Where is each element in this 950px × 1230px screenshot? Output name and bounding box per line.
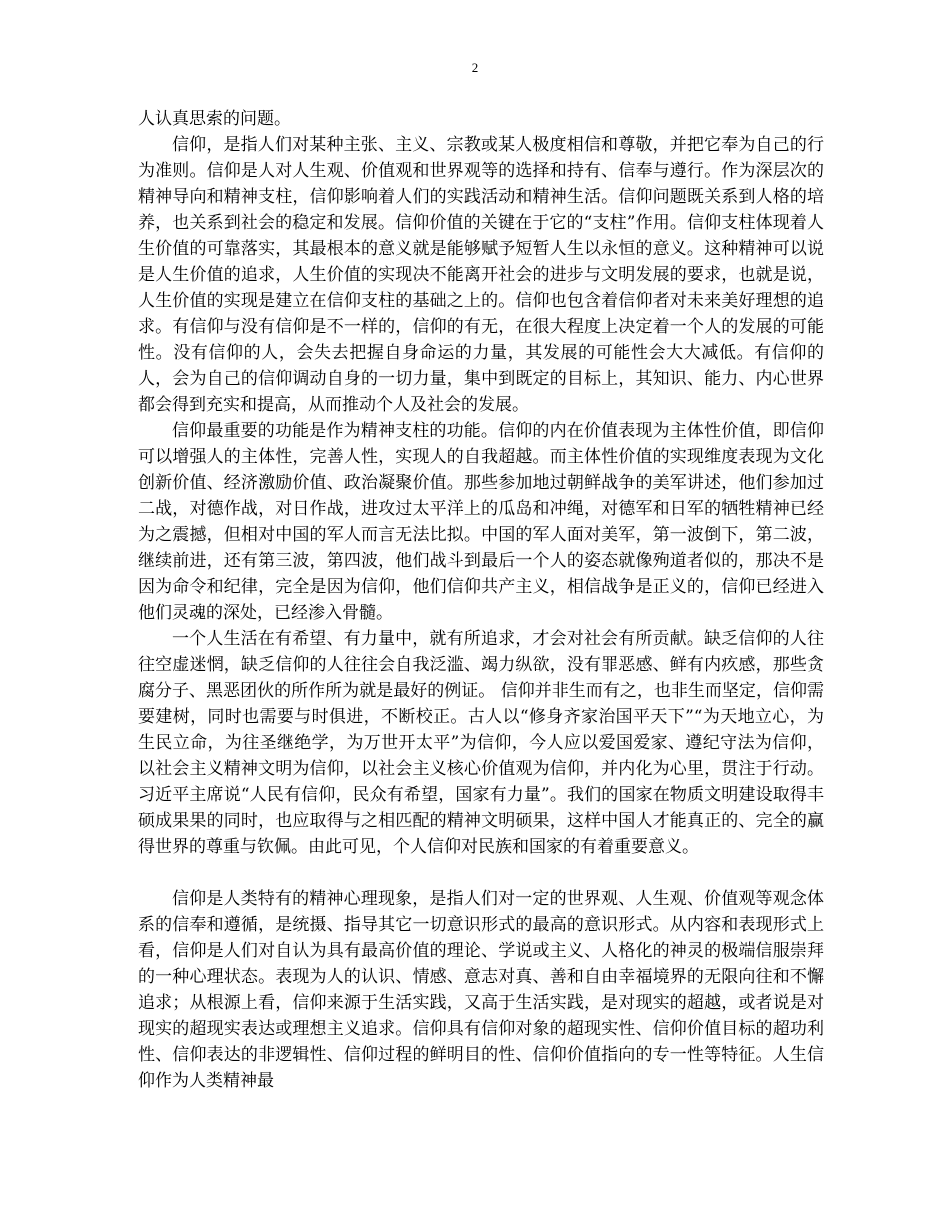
paragraph-faith-society: 一个人生活在有希望、有力量中，就有所追求，才会对社会有所贡献。缺乏信仰的人往往空虚迷惘，缺乏信仰的人往往会自我泛滥、竭力纵欲，没有罪恶感、鲜有内疚感，那些贪腐分子、黑恶团伙的所作所为就是最好的例证。 信仰并非生而有之，也非生而坚定，信仰需要建树，同时也需要与时俱进，不断校正。古人以“修身齐家治国平天下”“为天地立心，为生民立命，为往圣继绝学，为万世开太平”为信仰，今人应以爱国爱家、遵纪守法为信仰，以社会主义精神文明为信仰，以社会主义核心价值观为信仰，并内化为心里，贯注于行动。习近平主席说“人民有信仰，民众有希望，国家有力量”。我们的国家在物质文明建设取得丰硕成果果的同时，也应取得与之相匹配的精神文明硕果，这样中国人才能真正的、完全的赢得世界的尊重与钦佩。由此可见，个人信仰对民族和国家的有着重要意义。 [138,629,824,857]
paragraph-gap [138,860,824,886]
paragraph-faith-psychology: 信仰是人类特有的精神心理现象，是指人们对一定的世界观、人生观、价值观等观念体系的信奉和遵循，是统摄、指导其它一切意识形式的最高的意识形式。从内容和表现形式上看，信仰是人们对自认为具有最高价值的理论、学说或主义、人格化的神灵的极端信服崇拜的一种心理状态。表现为人的认识、情感、意志对真、善和自由幸福境界的无限向往和不懈追求；从根源上看，信仰来源于生活实践，又高于生活实践，是对现实的超越，或者说是对现实的超现实表达或理想主义追求。信仰具有信仰对象的超现实性、信仰价值目标的超功利性、信仰表达的非逻辑性、信仰过程的鲜明目的性、信仰价值指向的专一性等特征。人生信仰作为人类精神最 [138,889,824,1091]
body-text [138,106,824,1094]
paragraph-continuation: 人认真思索的问题。 [138,109,291,129]
paragraph-faith-definition: 信仰，是指人们对某种主张、主义、宗教或某人极度相信和尊敬，并把它奉为自己的行为准则。信仰是人对人生观、价值观和世界观等的选择和持有、信奉与遵行。作为深层次的精神导向和精神支柱，信仰影响着人们的实践活动和精神生活。信仰问题既关系到人格的培养，也关系到社会的稳定和发展。信仰价值的关键在于它的“支柱”作用。信仰支柱体现着人生价值的可靠落实，其最根本的意义就是能够赋予短暂人生以永恒的意义。这种精神可以说是人生价值的追求，人生价值的实现决不能离开社会的进步与文明发展的要求，也就是说，人生价值的实现是建立在信仰支柱的基础之上的。信仰也包含着信仰者对未来美好理想的追求。有信仰与没有信仰是不一样的，信仰的有无，在很大程度上决定着一个人的发展的可能性。没有信仰的人，会失去把握自身命运的力量，其发展的可能性会大大减低。有信仰的人，会为自己的信仰调动自身的一切力量，集中到既定的目标上，其知识、能力、内心世界都会得到充实和提高，从而推动个人及社会的发展。 [138,135,824,415]
page-number: 2 [471,60,479,75]
paragraph-faith-function: 信仰最重要的功能是作为精神支柱的功能。信仰的内在价值表现为主体性价值，即信仰可以增强人的主体性，完善人性，实现人的自我超越。而主体性价值的实现维度表现为文化创新价值、经济激励价值、政治凝聚价值。那些参加地过朝鲜战争的美军讲述，他们参加过二战，对德作战，对日作战，进攻过太平洋上的瓜岛和冲绳，对德军和日军的牺牲精神已经为之震撼，但相对中国的军人而言无法比拟。中国的军人面对美军，第一波倒下，第二波，继续前进，还有第三波，第四波，他们战斗到最后一个人的姿态就像殉道者似的，那决不是因为命令和纪律，完全是因为信仰，他们信仰共产主义，相信战争是正义的，信仰已经进入他们灵魂的深处，已经渗入骨髓。 [138,421,824,623]
